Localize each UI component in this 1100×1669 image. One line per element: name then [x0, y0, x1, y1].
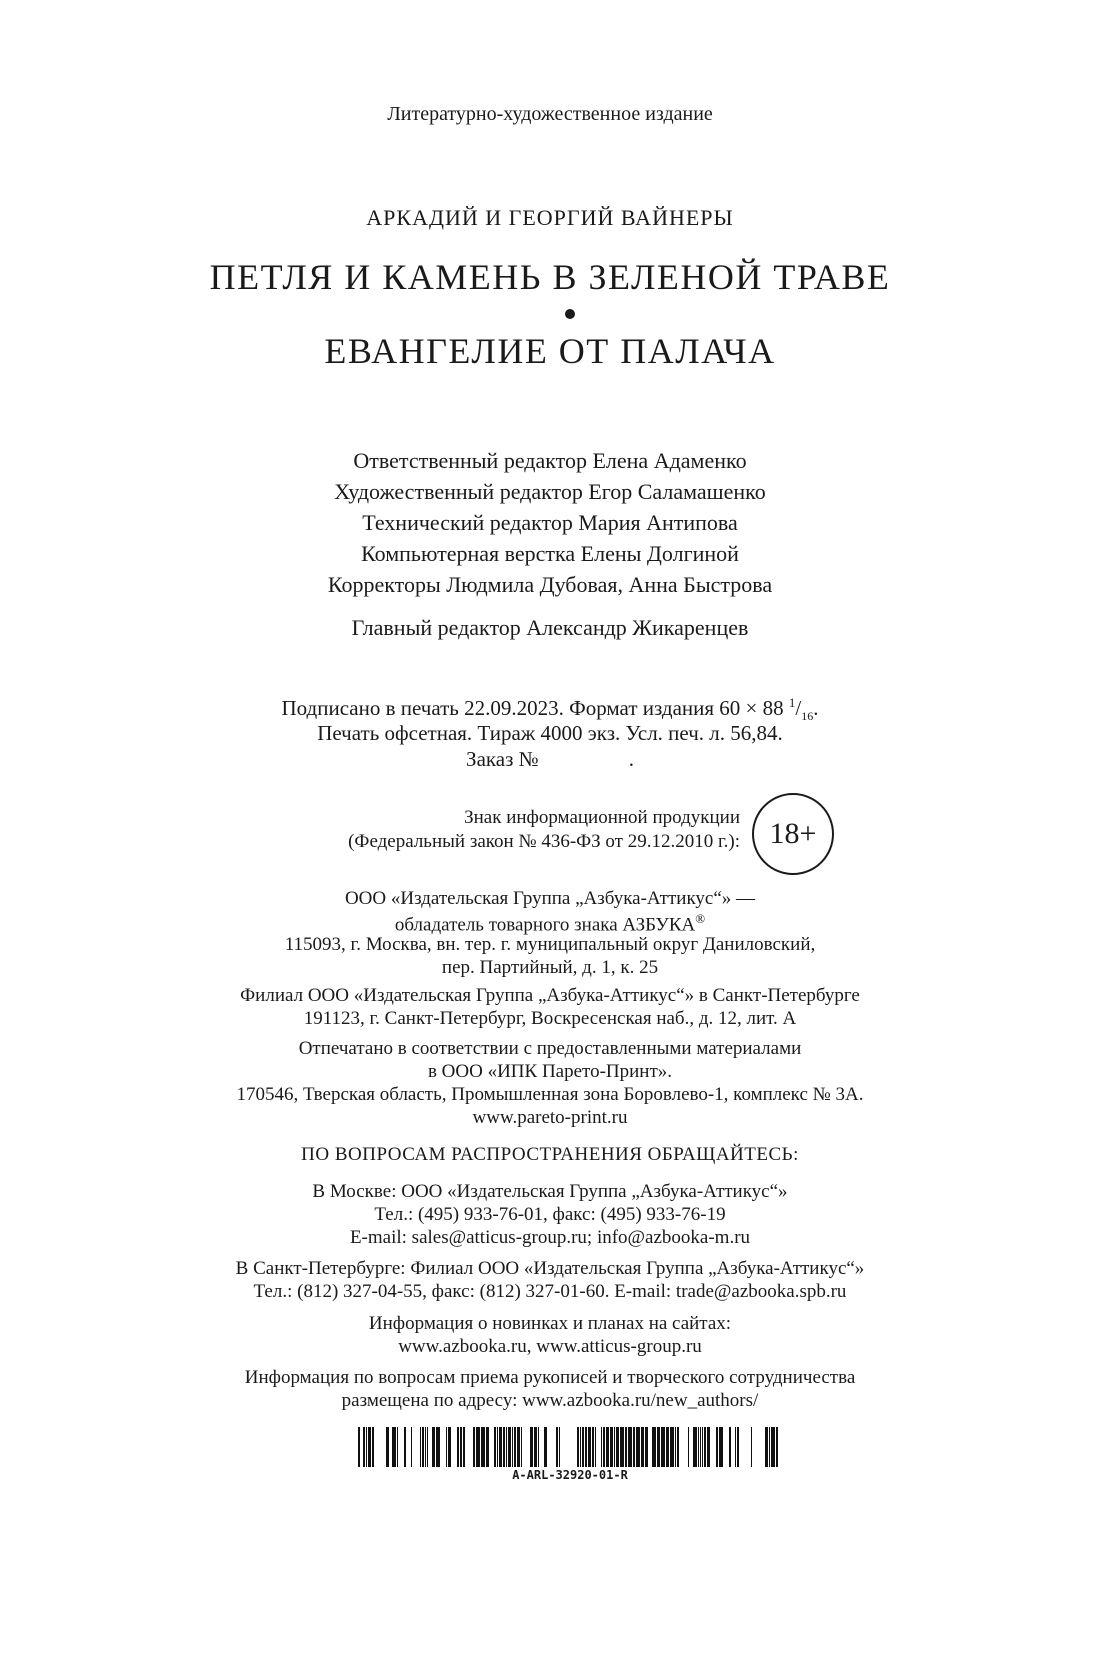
edition-type: Литературно-художественное издание [387, 103, 713, 125]
barcode-bar [588, 1427, 591, 1467]
barcode-bar [700, 1427, 701, 1467]
barcode-bar [729, 1427, 731, 1467]
barcode-bar [448, 1427, 451, 1467]
barcode-bar [737, 1427, 739, 1467]
barcode-bar [506, 1427, 507, 1467]
barcode-bar [372, 1427, 374, 1467]
barcode-bar [368, 1427, 371, 1467]
branch-line: 191123, г. Санкт-Петербург, Воскресенская наб., д. 12, лит. А [303, 1008, 797, 1029]
news-line: www.azbooka.ru, www.atticus-group.ru [398, 1336, 702, 1357]
barcode-bar [735, 1427, 736, 1467]
fraction-separator: / [795, 696, 802, 720]
barcode-bar [771, 1427, 775, 1467]
barcode-bar [534, 1427, 537, 1467]
barcode-bar [358, 1427, 360, 1467]
credit-line: Технический редактор Мария Антипова [362, 510, 738, 535]
barcode-bar [476, 1427, 480, 1467]
print-info-end: . [813, 696, 819, 720]
barcode-bar [633, 1427, 635, 1467]
barcode-bar [392, 1427, 396, 1467]
barcode-bar [592, 1427, 594, 1467]
barcode-bar [641, 1427, 644, 1467]
barcode-bar [620, 1427, 624, 1467]
barcode-bar [473, 1427, 475, 1467]
barcode-bar [698, 1427, 699, 1467]
barcode-bar [425, 1427, 426, 1467]
branch-line: Филиал ООО «Издательская Группа „Азбука-Аттикус“» в Санкт-Петербурге [240, 985, 860, 1006]
credit-line: Ответственный редактор Елена Адаменко [353, 448, 747, 473]
barcode-bar [776, 1427, 778, 1467]
barcode-bar [397, 1427, 398, 1467]
age-rating-badge [752, 793, 834, 875]
registered-mark: ® [695, 911, 706, 926]
barcode-bar [530, 1427, 533, 1467]
barcode-bar [481, 1427, 485, 1467]
barcode-bar [457, 1427, 459, 1467]
publisher-trademark: обладатель товарного знака АЗБУКА [394, 914, 696, 936]
printer-url: www.pareto-print.ru [472, 1107, 628, 1128]
barcode-bar [614, 1427, 615, 1467]
printer-line: Отпечатано в соответствии с предоставленными материалами [298, 1038, 802, 1059]
age-rating: 18+ [769, 817, 817, 850]
barcode-bar [675, 1427, 676, 1467]
moscow-line: В Москве: ООО «Издательская Группа „Азбука-Аттикус“» [312, 1181, 788, 1202]
barcode-label: A-ARL-32920-01-R [512, 1468, 628, 1482]
barcode-bar [497, 1427, 498, 1467]
print-info-text: Подписано в печать 22.09.2023. Формат издания 60 × 88 [281, 696, 789, 720]
title-separator-dot [565, 309, 575, 319]
barcode-bar [446, 1427, 447, 1467]
barcode-bar [666, 1427, 669, 1467]
barcode-bar [404, 1427, 406, 1467]
barcode-bar [411, 1427, 412, 1467]
moscow-line: Тел.: (495) 933-76-01, факс: (495) 933-76-19 [374, 1204, 726, 1225]
title-1: ПЕТЛЯ И КАМЕНЬ В ЗЕЛЕНОЙ ТРАВЕ [209, 257, 891, 297]
barcode-bar [577, 1427, 579, 1467]
barcode [358, 1427, 782, 1467]
credit-line: Корректоры Людмила Дубовая, Анна Быстрова [327, 572, 773, 597]
barcode-bar [580, 1427, 581, 1467]
barcode-bar [688, 1427, 689, 1467]
barcode-bar [603, 1427, 605, 1467]
spb-line: В Санкт-Петербурге: Филиал ООО «Издательская Группа „Азбука-Аттикус“» [235, 1258, 865, 1279]
barcode-bar [521, 1427, 522, 1467]
chief-editor: Главный редактор Александр Жикаренцев [351, 615, 749, 640]
order-label: Заказ № [466, 747, 539, 771]
info-sign-label: Знак информационной продукции [464, 807, 740, 828]
printer-line: в ООО «ИПК Парето-Принт». [427, 1061, 673, 1082]
printer-line: 170546, Тверская область, Промышленная зона Боровлево-1, комплекс № 3А. [236, 1084, 864, 1105]
publisher-line: 115093, г. Москва, вн. тер. г. муниципальный округ Даниловский, [284, 934, 816, 955]
barcode-bar [463, 1427, 465, 1467]
news-line: Информация о новинках и планах на сайтах: [368, 1313, 732, 1334]
barcode-bar [704, 1427, 706, 1467]
barcode-bar [693, 1427, 697, 1467]
moscow-line: E-mail: sales@atticus-group.ru; info@azbooka-m.ru [349, 1227, 751, 1248]
barcode-bar [436, 1427, 440, 1467]
fraction-denominator: 16 [801, 709, 814, 724]
credit-line: Художественный редактор Егор Саламашенко [334, 479, 766, 504]
barcode-bar [610, 1427, 613, 1467]
barcode-bar [670, 1427, 674, 1467]
barcode-bar [661, 1427, 665, 1467]
barcode-bar [427, 1427, 428, 1467]
spb-line: Тел.: (812) 327-04-55, факс: (812) 327-01-60. E-mail: trade@azbooka.spb.ru [253, 1281, 847, 1302]
barcode-bar [769, 1427, 770, 1467]
order-end: . [628, 747, 634, 771]
manuscripts-line: Информация по вопросам приема рукописей и творческого сотрудничества [244, 1367, 856, 1388]
barcode-bar [707, 1427, 710, 1467]
title-2: ЕВАНГЕЛИЕ ОТ ПАЛАЧА [324, 331, 776, 371]
barcode-bar [512, 1427, 513, 1467]
barcode-bar [625, 1427, 627, 1467]
barcode-bar [765, 1427, 768, 1467]
manuscripts-line: размещена по адресу: www.azbooka.ru/new_authors/ [341, 1390, 759, 1411]
barcode-bar [517, 1427, 520, 1467]
barcode-bar [645, 1427, 648, 1467]
barcode-bar [503, 1427, 505, 1467]
barcode-bar [508, 1427, 511, 1467]
publisher-line: пер. Партийный, д. 1, к. 25 [441, 957, 659, 978]
barcode-bar [538, 1427, 539, 1467]
barcode-bar [420, 1427, 421, 1467]
barcode-bar [606, 1427, 609, 1467]
print-info-line-1 [0, 695, 1100, 724]
barcode-bar [702, 1427, 703, 1467]
barcode-bar [616, 1427, 619, 1467]
barcode-bar [582, 1427, 584, 1467]
barcode-bar [432, 1427, 435, 1467]
barcode-bar [556, 1427, 558, 1467]
barcode-bar [628, 1427, 632, 1467]
print-info-line-2: Печать офсетная. Тираж 4000 экз. Усл. печ. л. 56,84. [317, 721, 783, 745]
barcode-bar [460, 1427, 462, 1467]
barcode-bar [494, 1427, 496, 1467]
barcode-bar [677, 1427, 679, 1467]
fraction-numerator: 1 [788, 695, 796, 710]
publisher-line: ООО «Издательская Группа „Азбука-Аттикус“» — [344, 888, 756, 909]
barcode-bar [514, 1427, 516, 1467]
info-sign-law: (Федеральный закон № 436-ФЗ от 29.12.2010 г.): [348, 831, 740, 852]
barcode-bar [486, 1427, 489, 1467]
distribution-heading: ПО ВОПРОСАМ РАСПРОСТРАНЕНИЯ ОБРАЩАЙТЕСЬ: [301, 1144, 799, 1165]
barcode-bar [585, 1427, 587, 1467]
barcode-bar [422, 1427, 424, 1467]
barcode-bar [657, 1427, 660, 1467]
credit-line: Компьютерная верстка Елены Долгиной [361, 541, 739, 566]
authors: АРКАДИЙ И ГЕОРГИЙ ВАЙНЕРЫ [366, 205, 734, 230]
publisher-line [0, 911, 1100, 936]
barcode-bar [366, 1427, 367, 1467]
barcode-bar [652, 1427, 656, 1467]
barcode-bar [386, 1427, 389, 1467]
barcode-bar [363, 1427, 365, 1467]
order-number [0, 747, 1100, 772]
barcode-bar [716, 1427, 718, 1467]
barcode-bar [544, 1427, 547, 1467]
barcode-bar [601, 1427, 602, 1467]
barcode-bar [636, 1427, 640, 1467]
barcode-bar [751, 1427, 752, 1467]
barcode-bar [719, 1427, 723, 1467]
barcode-bar [499, 1427, 502, 1467]
barcode-bar [595, 1427, 596, 1467]
barcode-bar [559, 1427, 560, 1467]
